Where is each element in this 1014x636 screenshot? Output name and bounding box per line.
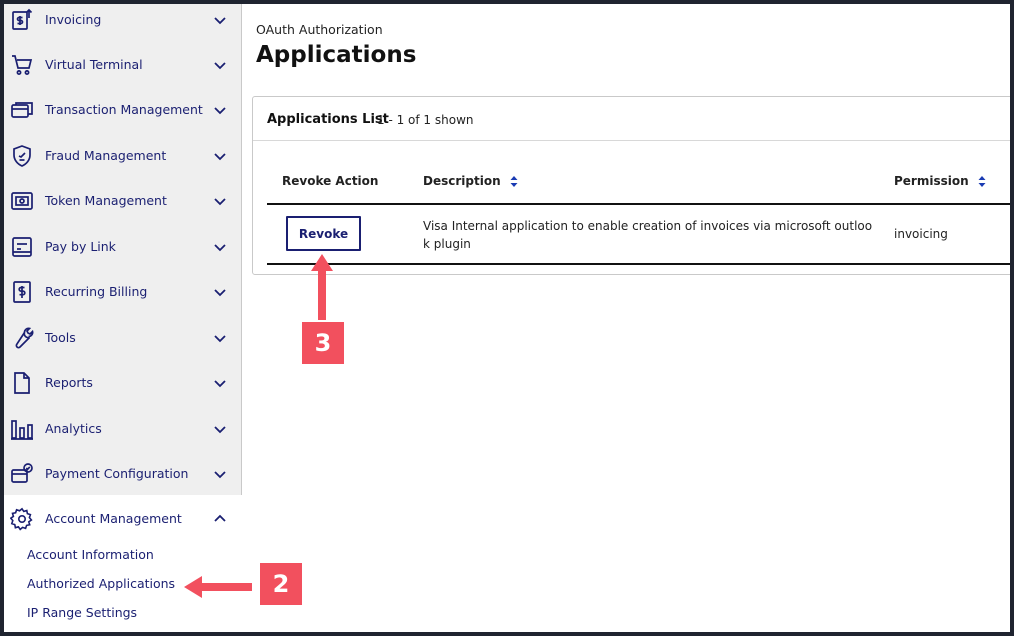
sidebar-item-label: Recurring Billing xyxy=(45,284,148,299)
sidebar-item-label: Pay by Link xyxy=(45,239,116,254)
sidebar-item-fraud-management[interactable] xyxy=(4,133,242,178)
sidebar-item-invoicing[interactable] xyxy=(4,4,242,42)
chevron-down-icon[interactable] xyxy=(212,57,228,73)
chevron-down-icon[interactable] xyxy=(212,12,228,28)
sidebar-item-label: Fraud Management xyxy=(45,148,167,163)
column-header-description[interactable]: Description xyxy=(423,174,518,188)
token-icon xyxy=(8,187,36,215)
app-window xyxy=(4,4,1010,632)
revoke-button[interactable]: Revoke xyxy=(286,216,361,251)
sidebar-item-transaction-management[interactable] xyxy=(4,87,242,132)
gear-icon xyxy=(8,505,36,533)
card-header xyxy=(253,97,1010,141)
sidebar-item-tools[interactable] xyxy=(4,315,242,360)
bar-chart-icon xyxy=(8,415,36,443)
cards-icon xyxy=(8,96,36,124)
sidebar-item-label: Reports xyxy=(45,375,93,390)
breadcrumb: OAuth Authorization xyxy=(256,22,383,37)
table-row-divider xyxy=(267,263,1010,265)
table-header-divider xyxy=(267,203,1010,205)
sort-icon xyxy=(978,176,986,187)
chevron-down-icon[interactable] xyxy=(212,193,228,209)
result-count: 1 - 1 of 1 shown xyxy=(377,113,474,127)
sidebar-item-account-management[interactable] xyxy=(4,496,242,541)
chevron-down-icon[interactable] xyxy=(212,102,228,118)
callout-arrow-left-icon xyxy=(184,575,252,599)
callout-step-3: 3 xyxy=(302,322,344,364)
sidebar-item-label: Payment Configuration xyxy=(45,466,189,481)
sidebar-link-account-information[interactable]: Account Information xyxy=(27,547,154,562)
sidebar xyxy=(4,4,242,495)
card-title: Applications List xyxy=(267,112,389,127)
link-card-icon xyxy=(8,233,36,261)
chevron-down-icon[interactable] xyxy=(212,466,228,482)
sidebar-item-label: Tools xyxy=(45,330,76,345)
sidebar-item-virtual-terminal[interactable] xyxy=(4,42,242,87)
chevron-down-icon[interactable] xyxy=(212,284,228,300)
callout-step-2: 2 xyxy=(260,563,302,605)
sidebar-link-authorized-applications[interactable]: Authorized Applications xyxy=(27,576,176,591)
sidebar-item-pay-by-link[interactable] xyxy=(4,224,242,269)
column-header-permission[interactable]: Permission xyxy=(894,174,986,188)
sidebar-item-token-management[interactable] xyxy=(4,178,242,223)
sort-icon xyxy=(510,176,518,187)
chevron-down-icon[interactable] xyxy=(212,421,228,437)
recurring-dollar-icon xyxy=(8,278,36,306)
applications-card xyxy=(252,96,1010,275)
sidebar-item-payment-configuration[interactable] xyxy=(4,451,242,496)
column-header-revoke-action: Revoke Action xyxy=(282,174,379,188)
callout-arrow-up-icon xyxy=(310,254,334,320)
chevron-down-icon[interactable] xyxy=(212,239,228,255)
sidebar-item-label: Token Management xyxy=(45,193,167,208)
chevron-down-icon[interactable] xyxy=(212,148,228,164)
sidebar-item-label: Transaction Management xyxy=(45,102,203,117)
chevron-down-icon[interactable] xyxy=(212,330,228,346)
description-cell: Visa Internal application to enable creation of invoices via microsoft outloo k plugin xyxy=(423,219,873,251)
sidebar-item-analytics[interactable] xyxy=(4,406,242,451)
sidebar-item-label: Virtual Terminal xyxy=(45,57,143,72)
document-icon xyxy=(8,369,36,397)
sidebar-item-reports[interactable] xyxy=(4,360,242,405)
sidebar-item-label: Invoicing xyxy=(45,12,102,27)
sidebar-item-label: Analytics xyxy=(45,421,102,436)
chevron-down-icon[interactable] xyxy=(212,375,228,391)
sidebar-item-recurring-billing[interactable] xyxy=(4,269,242,314)
chevron-up-icon[interactable] xyxy=(212,511,228,527)
page-title: Applications xyxy=(256,42,417,68)
shopping-cart-icon xyxy=(8,51,36,79)
wrench-icon xyxy=(8,324,36,352)
payment-config-icon xyxy=(8,460,36,488)
permission-cell: invoicing xyxy=(894,227,948,241)
shield-icon xyxy=(8,142,36,170)
sidebar-item-label: Account Management xyxy=(45,511,182,526)
invoice-dollar-icon xyxy=(8,6,36,34)
sidebar-link-ip-range-settings[interactable]: IP Range Settings xyxy=(27,605,138,620)
